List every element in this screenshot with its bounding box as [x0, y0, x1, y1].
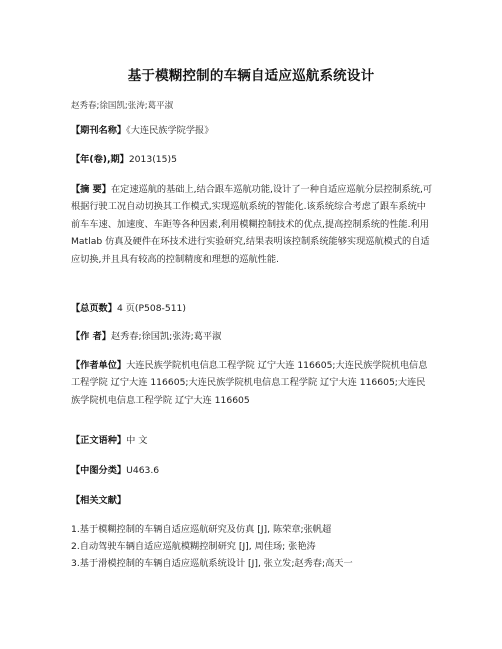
- affiliation-label: 【作者单位】: [71, 360, 127, 371]
- pages-label: 【总页数】: [71, 303, 117, 314]
- abstract-label: 【摘 要】: [71, 184, 111, 195]
- author-value: 赵秀春;徐国凯;张涛;葛平淑: [110, 331, 222, 342]
- clc-field: [71, 462, 433, 479]
- clc-label: 【中图分类】: [71, 465, 127, 476]
- year-volume-value: 2013(15)5: [128, 154, 177, 165]
- journal-value: 《大连民族学院学报》: [126, 125, 214, 136]
- abstract-field: [71, 181, 433, 268]
- journal-label: 【期刊名称】: [71, 125, 127, 136]
- pages-field: [71, 300, 433, 317]
- paper-title: 基于模糊控制的车辆自适应巡航系统设计: [127, 68, 375, 84]
- language-field: [71, 432, 433, 449]
- related-item[interactable]: 3.基于滑模控制的车辆自适应巡航系统设计 [J], 张立发;赵秀春;高天一: [71, 558, 353, 569]
- author-field: [71, 328, 433, 345]
- year-volume-label: 【年(卷),期】: [71, 154, 129, 165]
- language-value: 中 文: [126, 435, 148, 446]
- related-item[interactable]: 2.自动驾驶车辆自适应巡航模糊控制研究 [J], 周佳玚; 张艳涛: [71, 541, 316, 552]
- affiliation-value: 大连民族学院机电信息工程学院 辽宁大连 116605;大连民族学院机电信息工程学院 辽宁大连 116605;大连民族学院机电信息工程学院 辽宁大连 116605;大连民族学院机电信息工程学院 辽宁大连 116605: [71, 360, 428, 406]
- related-list: [71, 521, 441, 572]
- author-label: 【作 者】: [71, 331, 111, 342]
- pages-value: 4 页(P508-511): [116, 303, 186, 314]
- related-label: 【相关文献】: [71, 495, 127, 506]
- year-volume-field: [71, 151, 433, 168]
- clc-value: U463.6: [126, 465, 160, 476]
- affiliation-field: [71, 357, 433, 409]
- authors-line: 赵秀春;徐国凯;张涛;葛平淑: [71, 101, 174, 111]
- abstract-value: 在定速巡航的基础上,结合跟车巡航功能,设计了一种自适应巡航分层控制系统,可根据行驶工况自动切换其工作模式,实现巡航系统的智能化.该系统综合考虑了跟车系统中前车车速、加速度、车距等各种因素,利用模糊控制技术的优点,提高控制系统的性能.利用 Matlab 仿真及硬件在环技术进行实验研究,结果表明该控制系统能够实现巡航模式的自适应切换,并且具有较高的控制精度和理想的巡航性能.: [71, 184, 433, 265]
- language-label: 【正文语种】: [71, 435, 127, 446]
- journal-field: [71, 122, 433, 139]
- related-item[interactable]: 1.基于模糊控制的车辆自适应巡航研究及仿真 [J], 陈荣章;张帆超: [71, 524, 332, 535]
- related-heading: [71, 492, 433, 509]
